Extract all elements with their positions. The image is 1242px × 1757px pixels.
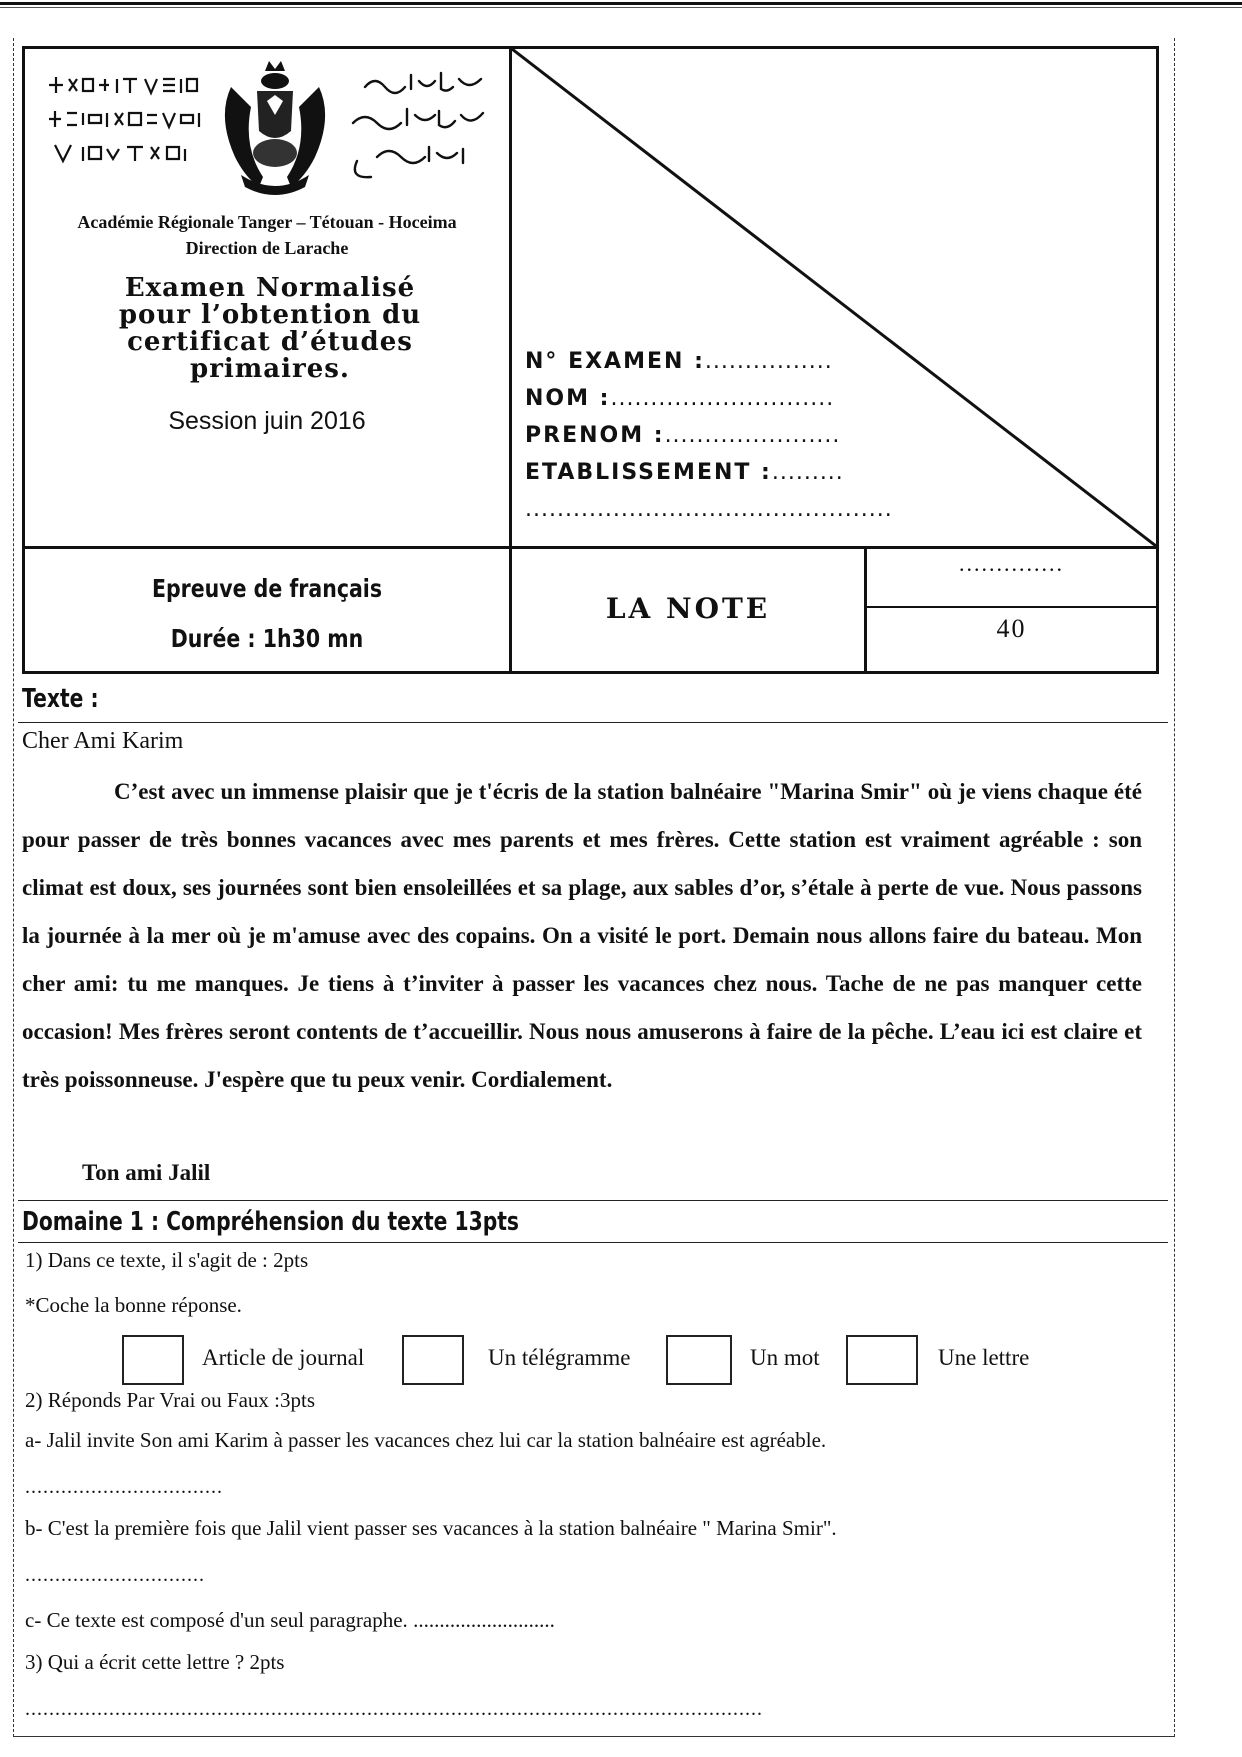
grade-box [864, 546, 1156, 671]
section-divider [18, 1242, 1168, 1243]
question-1: 1) Dans ce texte, il s'agit de : 2pts [25, 1248, 309, 1272]
question-2: 2) Réponds Par Vrai ou Faux :3pts [25, 1388, 316, 1412]
exam-title-line: primaires. [190, 354, 350, 384]
question-1-choices: Article de journal Un télégramme Un mot Une lettre [120, 1331, 1080, 1387]
candidate-info [525, 343, 1085, 528]
exam-title [45, 275, 495, 383]
arabic-ministry-title [353, 73, 483, 177]
answer-line-2c[interactable]: ........................... [413, 1608, 555, 1632]
section-divider [18, 722, 1168, 723]
exam-header [22, 46, 1159, 674]
section-divider [18, 1200, 1168, 1201]
text-section-title: Texte : [22, 684, 99, 714]
ministry-emblem-logo [35, 57, 503, 207]
subject-title: Epreuve de français [151, 574, 383, 603]
question-3: 3) Qui a écrit cette lettre ? 2pts [25, 1650, 285, 1674]
session-label: Session juin 2016 [168, 407, 366, 435]
exam-title-line: pour l’obtention du [118, 300, 422, 330]
academy-heading [25, 209, 509, 261]
domain1-title: Domaine 1 : Compréhension du texte 13pts [22, 1207, 519, 1237]
exam-title-line: certificat d’études [127, 327, 413, 357]
school-field[interactable]: ETABLISSEMENT :......... [525, 460, 844, 485]
question-2a: a- Jalil invite Son ami Karim à passer les vacances chez lui car la station balnéaire est agréable. [25, 1428, 827, 1452]
last-name-field[interactable]: NOM :............................ [525, 386, 835, 411]
question-2c [25, 1608, 555, 1633]
exam-number-field[interactable]: N° EXAMEN :................ [525, 349, 833, 374]
answer-line-2a[interactable]: ................................. [25, 1476, 223, 1498]
answer-line-3[interactable]: ........................................................................................................................... [25, 1698, 763, 1720]
checkbox[interactable] [666, 1335, 732, 1385]
answer-line-2b[interactable]: .............................. [25, 1564, 205, 1586]
checkbox[interactable] [846, 1335, 918, 1385]
letter-salutation: Cher Ami Karim [22, 728, 184, 754]
grade-fraction-bar [867, 606, 1156, 608]
checkbox[interactable] [122, 1335, 184, 1385]
direction-name: Direction de Larache [185, 238, 349, 258]
grade-label: LA NOTE [605, 592, 771, 625]
letter-body: C’est avec un immense plaisir que je t'écris de la station balnéaire "Marina Smir" où je viens chaque été pour passer de très bonnes vacances avec mes parents et mes frères. Cette station est vraiment agréable : son climat est doux, ses journées sont bien ensoleillées et sa plage, aux sables d’or, s’étale à perte de vue. Nous passons la journée à la mer où je m'amuse avec des copains. On a visité le port. Demain nous allons faire du bateau. Mon cher ami: tu me manques. Je tiens à t’inviter à passer les vacances chez nous. Tache de ne pas manquer cette occasion! Mes frères seront contents de t’accueillir. Nous nous amuserons à faire de la pêche. L’eau ici est claire et très poissonneuse. J'espère que tu peux venir. Cordialement. [22, 779, 1142, 1092]
tifinagh-ministry-title [49, 77, 199, 161]
question-1-instruction: *Coche la bonne réponse. [25, 1293, 242, 1317]
duration-label: Durée : 1h30 mn [170, 624, 364, 653]
coat-of-arms-icon [225, 61, 325, 195]
subject-block [69, 564, 466, 664]
first-name-field[interactable]: PRENOM :...................... [525, 423, 841, 448]
question-2b: b- C'est la première fois que Jalil vient passer ses vacances à la station balnéaire " Marina Smir". [25, 1516, 837, 1540]
letter-signature: Ton ami Jalil [82, 1160, 211, 1185]
grade-value-field[interactable]: .............. [959, 551, 1064, 576]
academy-name: Académie Régionale Tanger – Tétouan - Hoceima [77, 212, 457, 232]
checkbox[interactable] [402, 1335, 464, 1385]
exam-title-line: Examen Normalisé [124, 273, 416, 303]
question-2c-text: c- Ce texte est composé d'un seul paragraphe. [25, 1608, 408, 1632]
school-field-extra-line[interactable]: .............................................. [525, 497, 893, 522]
grade-max: 40 [996, 614, 1027, 643]
top-rule [0, 2, 1242, 8]
